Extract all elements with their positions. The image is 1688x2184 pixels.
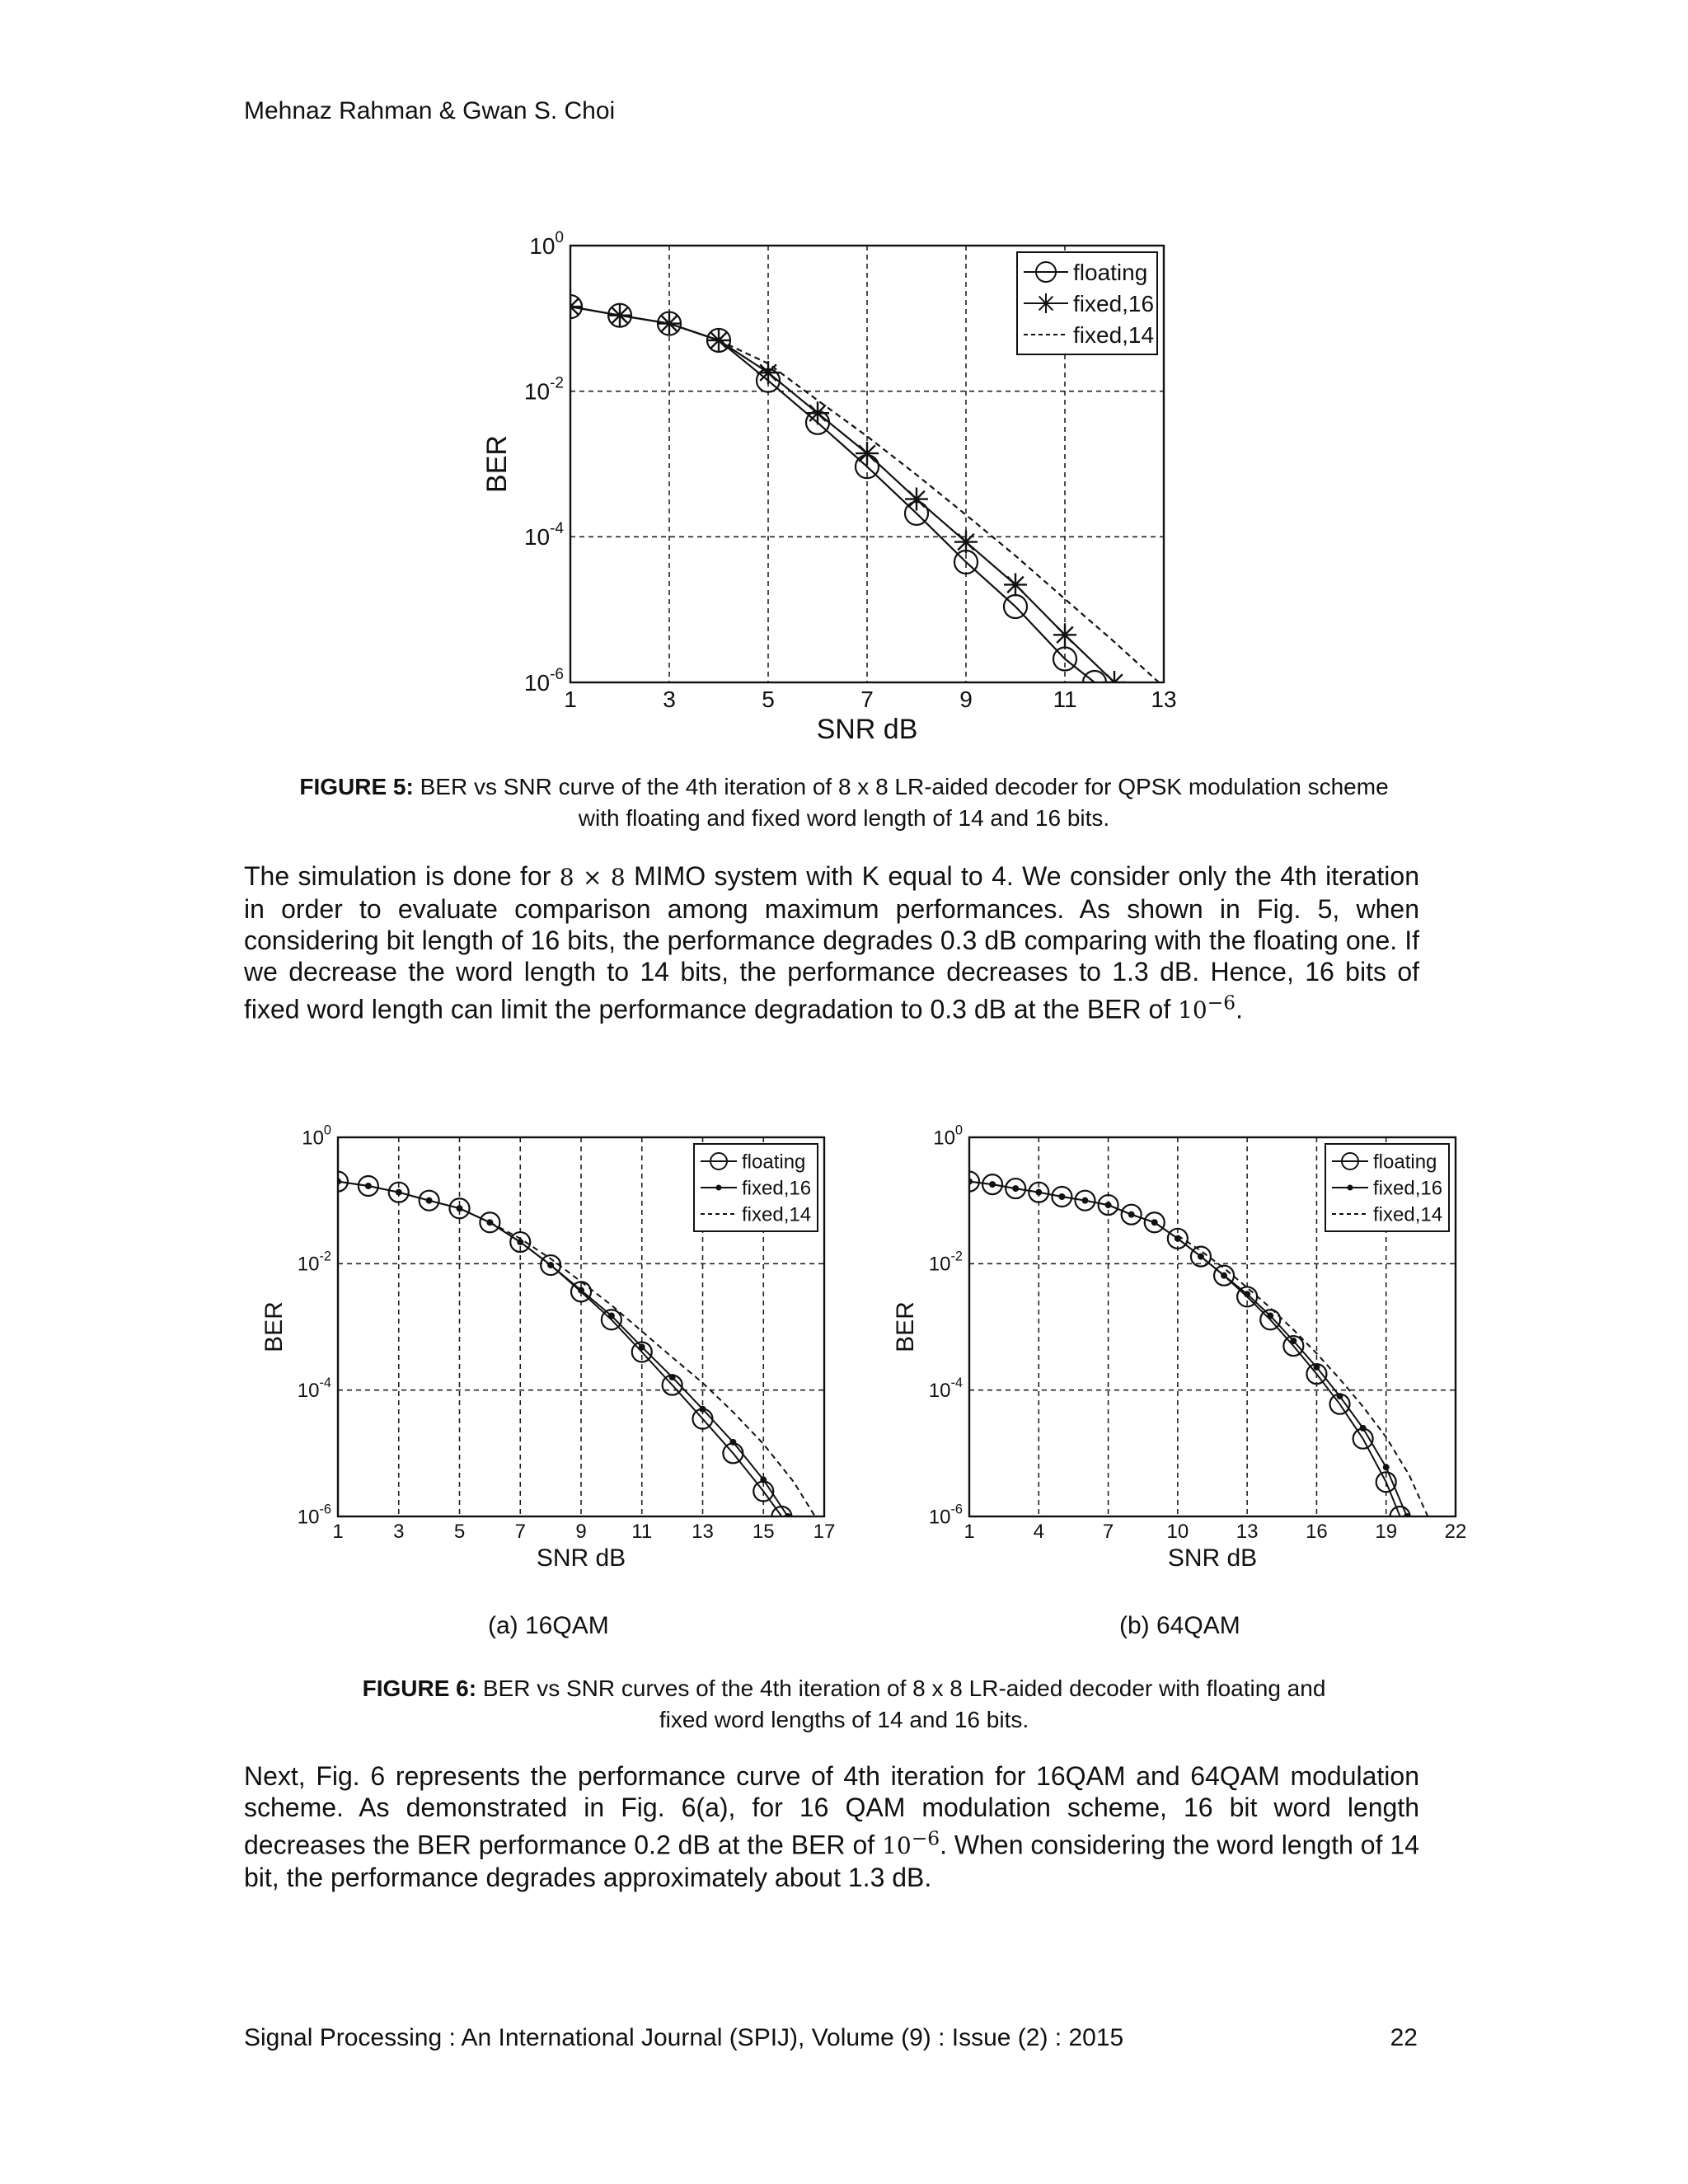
y-tick-base: 10 xyxy=(297,1506,320,1529)
figure-5-caption-text: BER vs SNR curve of the 4th iteration of 8 x 8 LR-aided decoder for QPSK modulation scheme xyxy=(420,774,1389,799)
x-tick-label: 4 xyxy=(1033,1521,1044,1543)
figure-5-caption-text-2: with floating and fixed word length of 14 and 16 bits. xyxy=(578,805,1110,831)
y-tick-exponent: -4 xyxy=(550,520,564,538)
para2-power xyxy=(882,1827,940,1860)
y-axis-label: BER xyxy=(481,435,513,493)
data-point-dot xyxy=(989,1181,996,1188)
x-tick-label: 13 xyxy=(1236,1521,1259,1543)
y-tick-exponent: -4 xyxy=(319,1376,331,1391)
data-point-dot xyxy=(1035,1189,1042,1196)
legend-marker-star xyxy=(1036,293,1056,313)
x-tick-label: 19 xyxy=(1375,1521,1398,1543)
legend-label: fixed,16 xyxy=(1373,1177,1443,1200)
figure-6-caption xyxy=(297,1673,1391,1736)
data-point-dot xyxy=(1058,1193,1065,1200)
data-point-dot xyxy=(578,1287,584,1294)
data-point-dot xyxy=(639,1343,645,1350)
data-point-dot xyxy=(1383,1464,1390,1470)
para1-power-exp: −6 xyxy=(1207,991,1236,1015)
para1-math: 8 × 8 xyxy=(559,864,626,891)
para1-text-a: The simulation is done for xyxy=(244,861,560,891)
figure-6a xyxy=(247,1118,841,1579)
data-point-dot xyxy=(700,1406,706,1413)
x-tick-label: 11 xyxy=(631,1521,653,1543)
x-axis-label: SNR dB xyxy=(816,714,918,745)
legend-label: fixed,16 xyxy=(742,1177,812,1200)
legend-label: floating xyxy=(1073,260,1148,286)
y-tick-label xyxy=(524,520,564,550)
data-point-dot xyxy=(396,1189,402,1196)
x-tick-label: 1 xyxy=(564,687,577,712)
legend xyxy=(1325,1144,1449,1231)
data-point-dot xyxy=(1244,1291,1250,1297)
para1-text-c: . xyxy=(1236,994,1244,1024)
y-tick-exponent: 0 xyxy=(555,228,564,246)
y-tick-label xyxy=(298,1249,331,1276)
data-point-dot xyxy=(1267,1312,1273,1319)
y-tick-exponent: -6 xyxy=(319,1502,331,1517)
legend-label: fixed,14 xyxy=(1373,1203,1443,1226)
x-axis-label: SNR dB xyxy=(1167,1544,1258,1572)
x-tick-label: 5 xyxy=(762,687,775,712)
x-tick-label: 7 xyxy=(860,687,874,712)
legend-label: fixed,14 xyxy=(1073,322,1155,349)
figure-6-caption-text-2: fixed word lengths of 14 and 16 bits. xyxy=(659,1707,1029,1732)
data-point-dot xyxy=(669,1374,676,1380)
data-point-dot xyxy=(1198,1254,1204,1260)
para2-text-a: Next, Fig. 6 represents the performance curve of 4th iteration for 16QAM and 64QAM modulation scheme. As demonstrated in Fig. 6(a), for 16 QAM modulation scheme, 16 bit word length decreases the BER performance 0.2 dB at the BER of xyxy=(244,1761,1419,1860)
x-tick-label: 3 xyxy=(663,687,676,712)
y-tick-label xyxy=(298,1502,331,1528)
y-tick-exponent: 0 xyxy=(954,1122,963,1138)
x-axis-label: SNR dB xyxy=(536,1544,626,1572)
legend-marker-dot xyxy=(716,1185,722,1191)
para1-power xyxy=(1178,991,1236,1024)
y-tick-base: 10 xyxy=(297,1380,320,1403)
running-header: Mehnaz Rahman & Gwan S. Choi xyxy=(244,97,616,124)
x-tick-label: 10 xyxy=(1166,1521,1189,1543)
x-tick-label: 9 xyxy=(575,1521,587,1543)
y-tick-base: 10 xyxy=(928,1253,951,1276)
y-tick-exponent: -4 xyxy=(950,1376,963,1391)
x-tick-label: 1 xyxy=(964,1521,975,1543)
legend xyxy=(1017,252,1157,354)
data-point-dot xyxy=(1012,1185,1019,1192)
paragraph-2 xyxy=(244,1760,1419,1893)
figure-6-caption-text: BER vs SNR curves of the 4th iteration of 8 x 8 LR-aided decoder with floating and xyxy=(482,1675,1326,1701)
data-point-dot xyxy=(1290,1338,1296,1344)
y-tick-exponent: -2 xyxy=(550,374,564,392)
legend-marker-dot xyxy=(1348,1185,1353,1191)
y-tick-label xyxy=(929,1249,963,1276)
figure-6b xyxy=(882,1118,1475,1579)
data-point-dot xyxy=(486,1219,493,1226)
y-tick-label xyxy=(298,1376,331,1402)
para2-text-b: . When considering the word length of 14 bit, the performance degrades approximately about 1.3 dB. xyxy=(244,1830,1419,1893)
x-tick-label: 3 xyxy=(393,1521,405,1543)
x-tick-label: 7 xyxy=(1102,1521,1114,1543)
data-point-dot xyxy=(760,1477,767,1483)
paragraph-1 xyxy=(244,860,1419,1026)
y-tick-exponent: -6 xyxy=(550,665,564,683)
y-tick-exponent: -2 xyxy=(319,1249,331,1264)
data-point-star xyxy=(658,312,681,335)
data-point-dot xyxy=(1105,1202,1112,1208)
para2-power-exp: −6 xyxy=(911,1827,940,1850)
x-tick-label: 11 xyxy=(1053,687,1077,712)
y-tick-base: 10 xyxy=(297,1253,320,1276)
figure-6a-chart xyxy=(247,1118,841,1579)
figure-5-chart xyxy=(462,223,1203,745)
footer-journal: Signal Processing : An International Journal (SPIJ), Volume (9) : Issue (2) : 2015 xyxy=(244,2024,1124,2051)
figure-6b-chart xyxy=(882,1118,1475,1579)
data-point-star xyxy=(608,304,631,327)
y-tick-base: 10 xyxy=(523,524,551,551)
para1-power-base: 10 xyxy=(1178,996,1207,1024)
y-tick-exponent: -2 xyxy=(950,1249,963,1264)
y-tick-base: 10 xyxy=(302,1127,324,1150)
data-point-dot xyxy=(1221,1272,1227,1279)
data-point-dot xyxy=(1081,1197,1088,1204)
y-tick-label xyxy=(929,1502,963,1528)
data-point-dot xyxy=(1337,1393,1343,1399)
y-tick-label xyxy=(302,1122,331,1149)
x-tick-label: 9 xyxy=(959,687,973,712)
data-point-dot xyxy=(1313,1364,1320,1371)
x-tick-label: 17 xyxy=(813,1521,836,1543)
y-tick-label xyxy=(529,229,564,259)
data-point-dot xyxy=(729,1439,736,1446)
data-point-dot xyxy=(547,1262,554,1268)
y-tick-base: 10 xyxy=(523,378,551,405)
legend-label: fixed,16 xyxy=(1073,291,1155,317)
y-axis-label: BER xyxy=(892,1301,919,1352)
figure-5-caption xyxy=(214,771,1474,834)
y-tick-label xyxy=(524,374,564,404)
data-point-dot xyxy=(426,1197,433,1204)
footer-page-number: 22 xyxy=(1390,2024,1418,2051)
data-point-dot xyxy=(1360,1425,1367,1432)
figure-6a-label: (a) 16QAM xyxy=(488,1612,609,1639)
x-tick-label: 22 xyxy=(1444,1521,1467,1543)
legend-label: fixed,14 xyxy=(742,1203,812,1226)
figure-5-caption-label: FIGURE 5: xyxy=(299,774,414,799)
y-tick-label xyxy=(524,666,564,696)
data-point-dot xyxy=(1128,1212,1135,1218)
y-tick-label xyxy=(929,1376,963,1402)
y-tick-base: 10 xyxy=(523,669,551,696)
data-point-dot xyxy=(457,1205,463,1212)
y-axis-label: BER xyxy=(260,1301,288,1352)
data-point-dot xyxy=(365,1183,372,1189)
data-point-star xyxy=(757,361,780,384)
x-tick-label: 13 xyxy=(1151,687,1177,712)
y-tick-exponent: 0 xyxy=(323,1122,331,1138)
x-tick-label: 16 xyxy=(1306,1521,1328,1543)
x-tick-label: 7 xyxy=(514,1521,526,1543)
legend-label: floating xyxy=(1373,1151,1437,1174)
x-tick-label: 5 xyxy=(453,1521,466,1543)
y-tick-exponent: -6 xyxy=(950,1502,963,1517)
para2-power-base: 10 xyxy=(882,1832,912,1860)
data-point-dot xyxy=(517,1239,523,1245)
x-tick-label: 13 xyxy=(692,1521,714,1543)
y-tick-base: 10 xyxy=(529,232,556,259)
figure-6b-label: (b) 64QAM xyxy=(1119,1612,1240,1639)
figure-5 xyxy=(462,223,1203,745)
x-tick-label: 15 xyxy=(752,1521,775,1543)
x-tick-label: 1 xyxy=(332,1521,344,1543)
legend xyxy=(694,1144,818,1231)
data-point-dot xyxy=(608,1312,615,1319)
figure-6-caption-label: FIGURE 6: xyxy=(362,1675,477,1701)
y-tick-base: 10 xyxy=(928,1380,951,1403)
y-tick-base: 10 xyxy=(928,1506,951,1529)
y-tick-label xyxy=(933,1122,963,1149)
y-tick-base: 10 xyxy=(933,1127,955,1150)
para1-text-b: MIMO system with K equal to 4. We consider only the 4th iteration in order to evaluate comparison among maximum performances. As shown in Fig. 5, when considering bit length of 16 bits, the performance degrades 0.3 dB comparing with the floating one. If we decrease the word length to 14 bits, the performance decreases to 1.3 dB. Hence, 16 bits of fixed word length can limit the performance degradation to 0.3 dB at the BER of xyxy=(244,861,1420,1024)
legend-label: floating xyxy=(742,1151,806,1174)
data-point-dot xyxy=(1151,1219,1158,1226)
